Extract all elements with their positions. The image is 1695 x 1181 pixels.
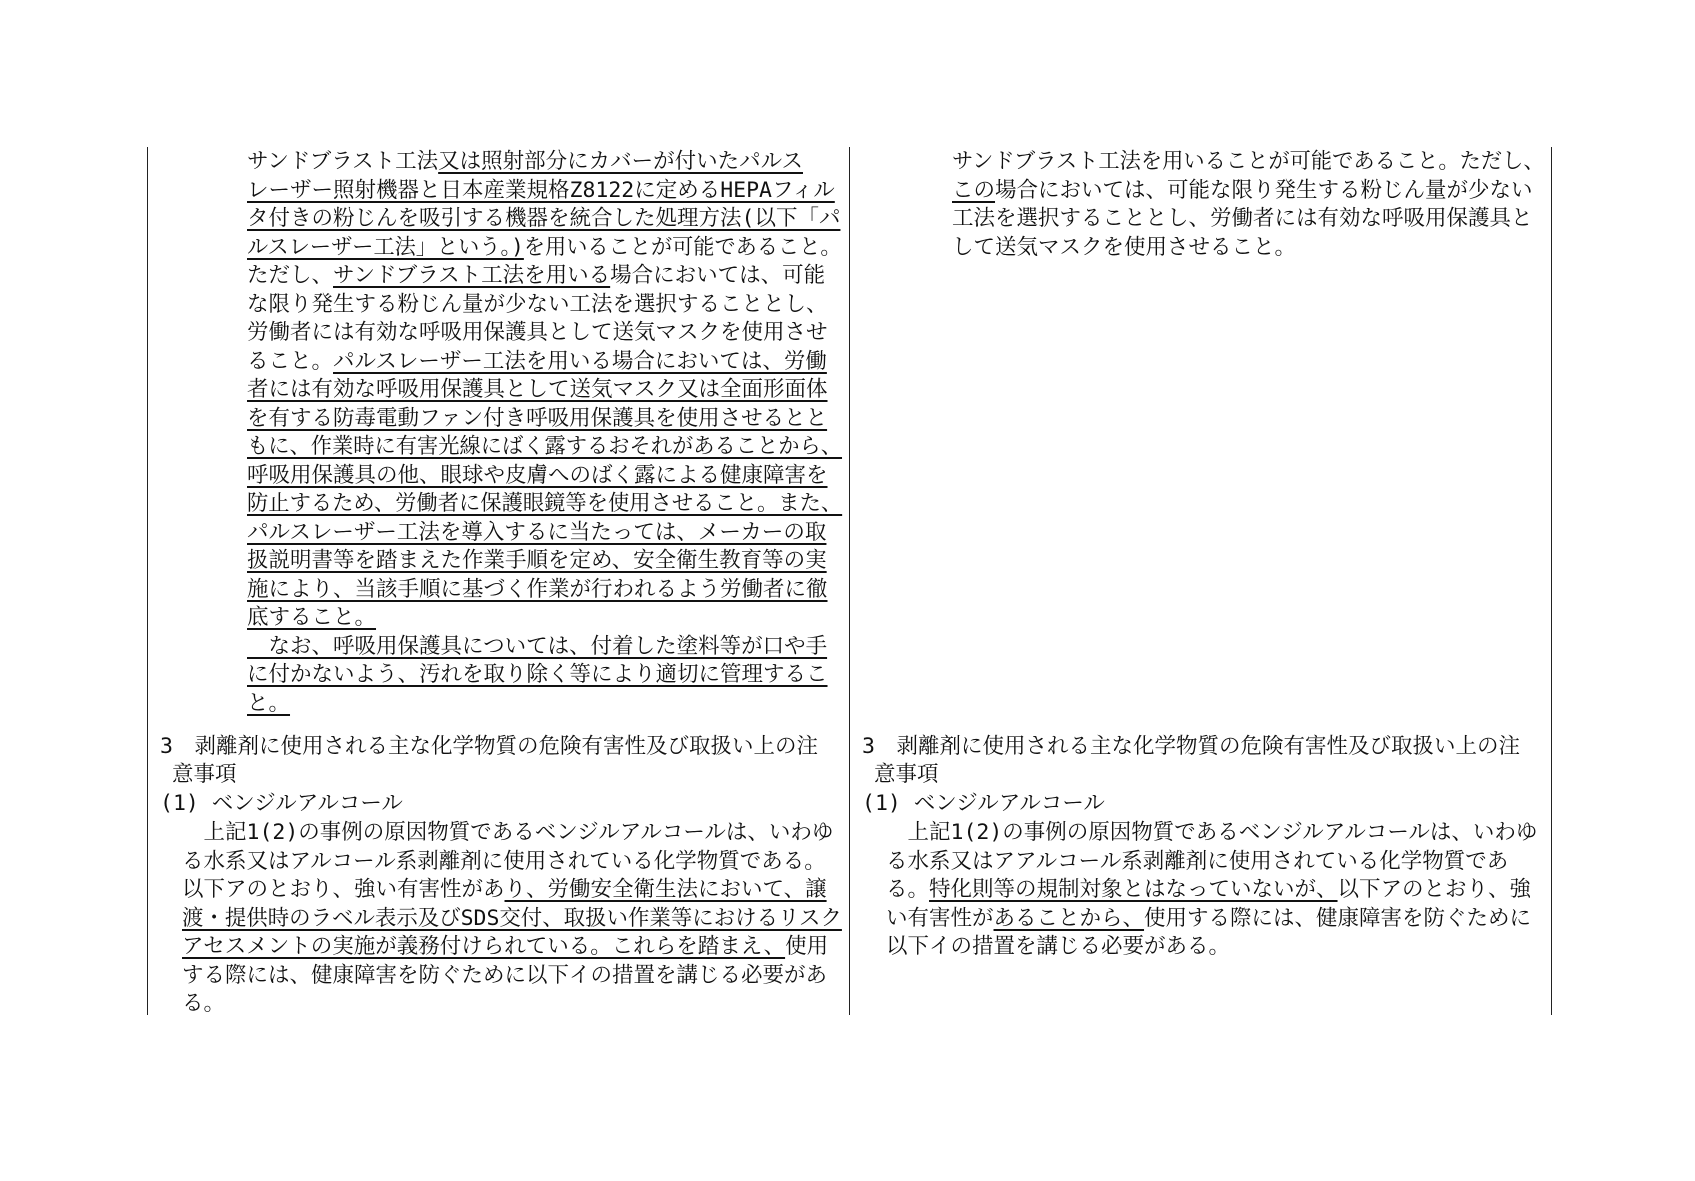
underlined-text: アセスメントの実施が義務付けられている。これらを踏まえ、 (182, 934, 786, 959)
text-line (247, 547, 827, 575)
underlined-text: サンドブラスト工法を用いる (333, 263, 611, 288)
text-line (247, 490, 842, 518)
underlined-text: 底すること。 (247, 605, 377, 630)
text-segment: い有害性が (886, 905, 994, 931)
text-line (247, 661, 828, 689)
text-line (247, 462, 828, 490)
text-line (247, 234, 842, 262)
text-segment: 場合においては、可能な限り発生する粉じん量が少ない (995, 177, 1533, 203)
text-line (247, 205, 840, 233)
text-segment: る。 (886, 877, 930, 902)
underlined-text: パルスレーザー工法を用いる場合においては、労働 (333, 348, 827, 374)
text-segment: 使用する際には、健康障害を防ぐために (1144, 905, 1532, 931)
text-line (182, 819, 833, 847)
text-line (886, 905, 1531, 933)
text-segment: ただし、 (247, 263, 334, 288)
text-line (952, 205, 1533, 233)
right-section-heading-cont: 意事項 (874, 762, 939, 787)
text-segment: 以下アのとおり、強い有害性があ (182, 877, 505, 902)
underlined-text: 又は照射部分にカバーが付いたパルス (438, 149, 803, 174)
column-divider (849, 147, 850, 1015)
text-line (952, 148, 1545, 176)
text-line (182, 905, 842, 933)
text-segment: 労働者には有効な呼吸用保護具として送気マスクを使用させ (247, 320, 828, 345)
text-line (247, 633, 827, 661)
text-segment: 以下イの措置を講じる必要がある。 (886, 934, 1231, 959)
text-line (182, 876, 827, 904)
text-line (886, 848, 1508, 876)
text-segment: 工法を選択することとし、労働者には有効な呼吸用保護具と (952, 206, 1533, 231)
underlined-text: なお、呼吸用保護具については、付着した塗料等が口や手 (247, 633, 828, 659)
underlined-text: あることから、 (993, 905, 1145, 931)
text-line (886, 876, 1531, 904)
text-segment: 上記1(2)の事例の原因物質であるベンジルアルコールは、いわゆ (886, 820, 1538, 845)
text-line (182, 848, 826, 876)
text-line (247, 348, 827, 376)
text-line (247, 177, 835, 205)
text-line (952, 177, 1533, 205)
text-segment: する際には、健康障害を防ぐために以下イの措置を講じる必要があ (182, 962, 828, 988)
underlined-text: パルスレーザー工法を導入するに当たっては、メーカーの取 (247, 519, 827, 545)
text-line (182, 990, 225, 1018)
underlined-text: タ付きの粉じんを吸引する機器を統合した処理方法(以下「パ (247, 206, 841, 231)
underlined-text: 者には有効な呼吸用保護具として送気マスク又は全面形面体 (247, 377, 828, 402)
text-segment: 使用 (785, 934, 829, 959)
text-segment: 上記1(2)の事例の原因物質であるベンジルアルコールは、いわゆ (182, 820, 834, 845)
underlined-text: 扱説明書等を踏まえた作業手順を定め、安全衛生教育等の実 (247, 548, 827, 573)
text-segment: な限り発生する粉じん量が少ない工法を選択することとし、 (247, 291, 828, 317)
underlined-text: と。 (247, 690, 291, 716)
text-segment: サンドブラスト工法を用いることが可能であること。ただし、 (952, 149, 1545, 174)
text-line (182, 962, 827, 990)
text-line (247, 262, 825, 290)
text-segment: サンドブラスト工法 (247, 149, 439, 174)
text-line (182, 933, 828, 961)
text-segment: 場合においては、可能 (610, 263, 826, 288)
underlined-text: 特化則等の規制対象とはなっていないが、 (929, 877, 1338, 902)
text-line (247, 576, 828, 604)
text-line (247, 319, 828, 347)
text-line (886, 819, 1537, 847)
underlined-text: 呼吸用保護具の他、眼球や皮膚へのばく露による健康障害を (247, 462, 828, 488)
underlined-text: り、労働安全衛生法において、譲 (504, 877, 827, 902)
left-subheading: (1) ベンジルアルコール (160, 791, 403, 816)
text-segment: ること。 (247, 348, 334, 374)
left-section-heading-cont: 意事項 (172, 762, 237, 787)
text-segment: を用いることが可能であること。 (523, 234, 842, 260)
right-section-heading: 3 剥離剤に使用される主な化学物質の危険有害性及び取扱い上の注 (862, 734, 1520, 759)
underlined-text: ルスレーザー工法」という。) (247, 234, 524, 260)
text-segment: して送気マスクを使用させること。 (952, 234, 1297, 260)
text-line (247, 433, 842, 461)
underlined-text: 渡・提供時のラベル表示及びSDS交付、取扱い作業等におけるリスク (182, 905, 842, 931)
underlined-text: を有する防毒電動ファン付き呼吸用保護具を使用させるとと (247, 405, 828, 431)
underlined-text: 施により、当該手順に基づく作業が行われるよう労働者に徹 (247, 576, 828, 602)
text-line (247, 690, 290, 718)
text-line (952, 234, 1296, 262)
text-line (247, 376, 828, 404)
text-line (247, 604, 376, 632)
left-section-heading: 3 剥離剤に使用される主な化学物質の危険有害性及び取扱い上の注 (160, 734, 818, 759)
text-line (247, 148, 803, 176)
text-segment: る水系又はアルコール系剥離剤に使用されている化学物質である。 (182, 848, 826, 874)
text-line (886, 933, 1230, 961)
right-subheading: (1) ベンジルアルコール (862, 791, 1105, 816)
underlined-text: に付かないよう、汚れを取り除く等により適切に管理するこ (247, 662, 828, 687)
text-segment: 以下アのとおり、強 (1337, 877, 1532, 902)
text-segment: る。 (182, 991, 226, 1016)
underlined-text: この (952, 177, 996, 203)
underlined-text: レーザー照射機器と日本産業規格Z8122に定めるHEPAフィル (247, 177, 835, 203)
text-line (247, 291, 828, 319)
underlined-text: 防止するため、労働者に保護眼鏡等を使用させること。また、 (247, 491, 843, 516)
text-segment: る水系又はアアルコール系剥離剤に使用されている化学物質であ (886, 848, 1509, 874)
text-line (247, 519, 826, 547)
underlined-text: もに、作業時に有害光線にばく露するおそれがあることから、 (247, 434, 843, 459)
text-line (247, 405, 827, 433)
